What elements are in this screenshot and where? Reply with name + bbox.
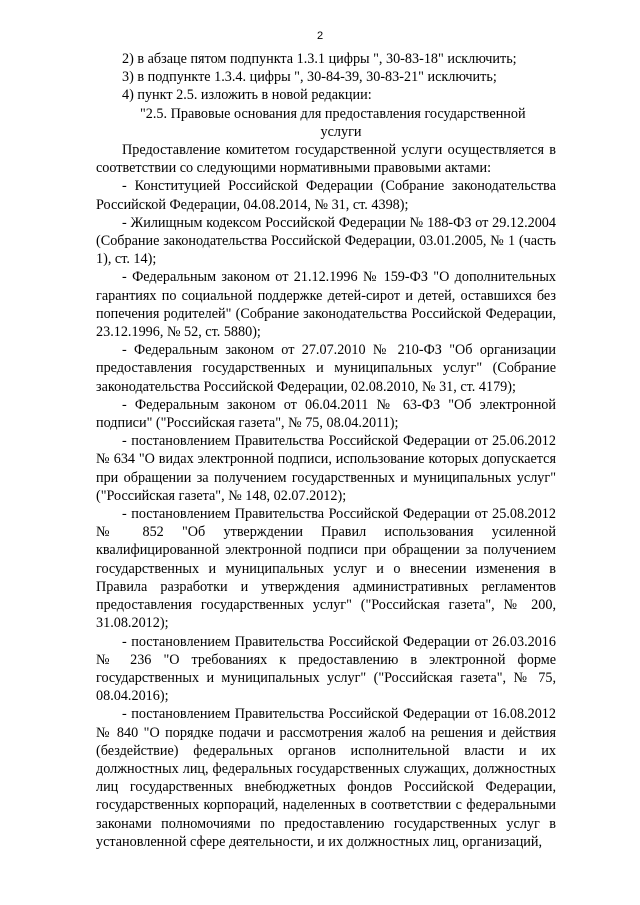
legal-act-item: - постановлением Правительства Российской Федерации от 25.06.2012 № 634 "О видах электронной подписи, использование которых допускается при обращении за получением государственных и муниципальных услуг" ("Российская газета", № 148, 02.07.2012);: [96, 433, 556, 504]
amendment-item-3: 3) в подпункте 1.3.4. цифры ", 30-84-39, 30-83-21" исключить;: [122, 69, 497, 86]
section-heading-line-2: услуги: [320, 123, 362, 140]
page-number: 2: [316, 30, 324, 42]
section-heading: [96, 105, 556, 141]
legal-act-item: - постановлением Правительства Российской Федерации от 26.03.2016 № 236 "О требованиях к предоставлению в электронной форме государственных и муниципальных услуг" ("Российская газета", № 75, 08.04.2016);: [96, 633, 556, 705]
legal-act-item: - постановлением Правительства Российской Федерации от 16.08.2012 № 840 "О порядке подачи и рассмотрения жалоб на решения и действия (бездействие) федеральных органов исполнительной власти и их должностных лиц, федеральных государственных служащих, должностных лиц государственных внебюджетных фондов Российской Федерации, государственных корпораций, наделенных в соответствии с федеральными законами полномочиями по предоставлению государственных услуг в установленной сфере деятельности, и их должностных лиц, организаций,: [96, 706, 556, 850]
section-heading-line-1: "2.5. Правовые основания для предоставления государственной: [140, 105, 526, 122]
legal-act-item: - Жилищным кодексом Российской Федерации № 188-ФЗ от 29.12.2004 (Собрание законодательства Российской Федерации, 03.01.2005, № 1 (часть 1), ст. 14);: [96, 214, 556, 268]
legal-act-item: - Федеральным законом от 21.12.1996 № 159-ФЗ "О дополнительных гарантиях по социальной поддержке детей-сирот и детей, оставшихся без попечения родителей" (Собрание законодательства Российской Федерации, 23.12.1996, № 52, ст. 5880);: [96, 269, 556, 341]
document-body: [96, 50, 556, 851]
amendment-item-2: 2) в абзаце пятом подпункта 1.3.1 цифры ", 30-83-18" исключить;: [122, 51, 517, 67]
legal-act-item: - постановлением Правительства Российской Федерации от 25.08.2012 № 852 "Об утверждении Правил использования усиленной квалифицированной электронной подписи при обращении за получением государственных и муниципальных услуг и о внесении изменения в Правила разработки и утверждения административных регламентов предоставления государственных услуг" ("Российская газета", № 200, 31.08.2012);: [96, 506, 556, 632]
legal-act-item: - Федеральным законом от 27.07.2010 № 210-ФЗ "Об организации предоставления государственных и муниципальных услуг" (Собрание законодательства Российской Федерации, 02.08.2010, № 31, ст. 4179);: [96, 342, 556, 395]
intro-paragraph: Предоставление комитетом государственной услуги осуществляется в соответствии со следующими нормативными правовыми актами:: [96, 142, 556, 177]
amendment-item-4: 4) пункт 2.5. изложить в новой редакции:: [122, 87, 372, 104]
legal-act-item: - Федеральным законом от 06.04.2011 № 63-ФЗ "Об электронной подписи" ("Российская газета", № 75, 08.04.2011);: [96, 396, 556, 432]
legal-act-item: - Конституцией Российской Федерации (Собрание законодательства Российской Федерации, 04.08.2014, № 31, ст. 4398);: [96, 178, 556, 213]
